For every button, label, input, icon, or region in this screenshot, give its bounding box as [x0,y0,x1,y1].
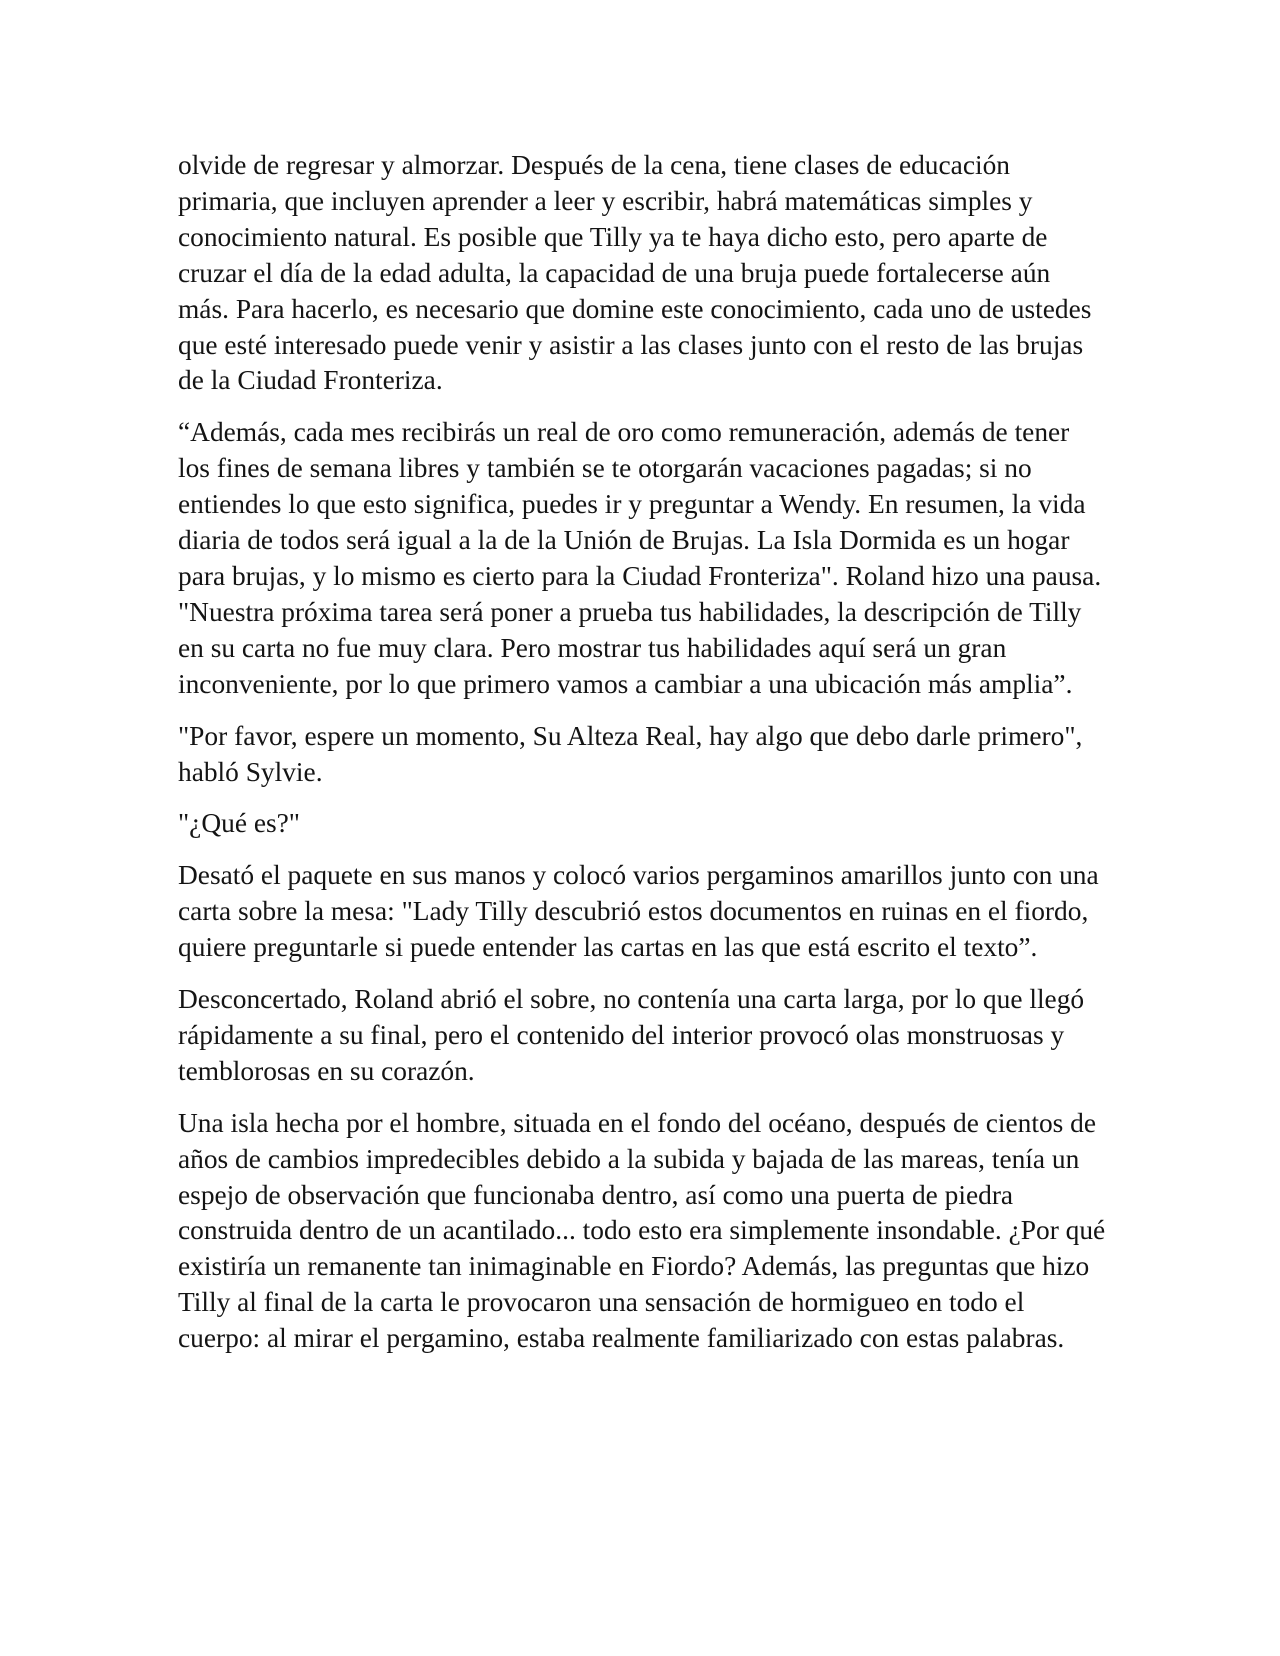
paragraph-5: Desató el paquete en sus manos y colocó varios pergaminos amarillos junto con una carta sobre la mesa: "Lady Tilly descubrió estos documentos en ruinas en el fiordo, quiere preguntarle si puede entender las cartas en las que está escrito el texto”. [178,860,1099,963]
paragraph-6: Desconcertado, Roland abrió el sobre, no contenía una carta larga, por lo que llegó rápidamente a su final, pero el contenido del interior provocó olas monstruosas y temblorosas en su corazón. [178,984,1085,1086]
paragraph-4: "¿Qué es?" [178,808,300,839]
document-body [178,148,1108,1373]
paragraph-2: “Además, cada mes recibirás un real de oro como remuneración, además de tener los fines de semana libres y también se te otorgarán vacaciones pagadas; si no entiendes lo que esto significa, puedes ir y preguntar a Wendy. En resumen, la vida diaria de todos será igual a la de la Unión de Brujas. La Isla Dormida es un hogar para brujas, y lo mismo es cierto para la Ciudad Fronteriza". Roland hizo una pausa. "Nuestra próxima tarea será poner a prueba tus habilidades, la descripción de Tilly en su carta no fue muy clara. Pero mostrar tus habilidades aquí será un gran inconveniente, por lo que primero vamos a cambiar a una ubicación más amplia”. [178,417,1102,699]
paragraph-3: "Por favor, espere un momento, Su Alteza Real, hay algo que debo darle primero", habló Sylvie. [178,720,1083,787]
paragraph-7: Una isla hecha por el hombre, situada en el fondo del océano, después de cientos de años de cambios impredecibles debido a la subida y bajada de las mareas, tenía un espejo de observación que funcionaba dentro, así como una puerta de piedra construida dentro de un acantilado... todo esto era simplemente insondable. ¿Por qué existiría un remanente tan inimaginable en Fiordo? Además, las preguntas que hizo Tilly al final de la carta le provocaron una sensación de hormigueo en todo el cuerpo: al mirar el pergamino, estaba realmente familiarizado con estas palabras. [178,1107,1106,1354]
paragraph-1: olvide de regresar y almorzar. Después de la cena, tiene clases de educación primaria, que incluyen aprender a leer y escribir, habrá matemáticas simples y conocimiento natural. Es posible que Tilly ya te haya dicho esto, pero aparte de cruzar el día de la edad adulta, la capacidad de una bruja puede fortalecerse aún más. Para hacerlo, es necesario que domine este conocimiento, cada uno de ustedes que esté interesado puede venir y asistir a las clases junto con el resto de las brujas de la Ciudad Fronteriza. [178,150,1092,396]
